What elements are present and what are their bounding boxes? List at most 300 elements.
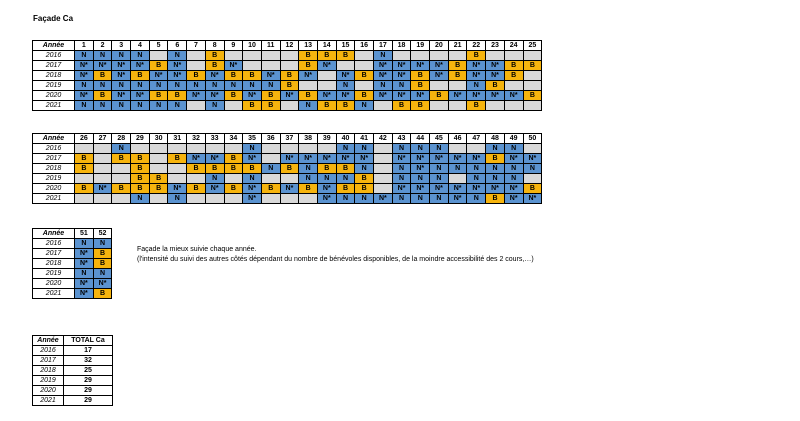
week-header: 22 — [467, 41, 486, 51]
totals-year: 2016 — [33, 346, 64, 356]
observation-cell: N* — [374, 71, 393, 81]
observation-cell: N* — [317, 61, 336, 71]
observation-cell: B — [486, 81, 505, 91]
observation-cell: N* — [467, 91, 486, 101]
observation-cell — [93, 164, 112, 174]
observation-cell: N* — [112, 61, 131, 71]
observation-cell: N* — [299, 154, 318, 164]
note-line-2: (l'intensité du suivi des autres côtés dépendant du nombre de bénévoles disponibles, de la moindre accessibilité des 2 cours,…) — [137, 256, 534, 263]
week-header: 47 — [467, 134, 486, 144]
observation-cell — [523, 51, 542, 61]
observation-cell — [523, 101, 542, 111]
observation-cell: B — [261, 91, 280, 101]
observation-cell — [374, 101, 393, 111]
observation-cell — [467, 144, 486, 154]
observation-cell — [224, 144, 243, 154]
observation-cell: N* — [224, 61, 243, 71]
week-header: 3 — [112, 41, 131, 51]
grid-header-row — [33, 41, 542, 51]
year-row — [33, 174, 542, 184]
observation-cell: N* — [411, 184, 430, 194]
observation-cell — [149, 144, 168, 154]
observation-cell: N* — [75, 249, 94, 259]
observation-cell: N* — [75, 289, 94, 299]
year-row — [33, 51, 542, 61]
observation-cell — [299, 144, 318, 154]
observation-cell: N — [75, 51, 94, 61]
observation-cell: N* — [430, 61, 449, 71]
observation-cell: N* — [243, 91, 262, 101]
observation-cell: N* — [243, 184, 262, 194]
observation-cell — [93, 144, 112, 154]
observation-cell — [430, 51, 449, 61]
observation-cell: N* — [411, 164, 430, 174]
observation-cell — [523, 81, 542, 91]
observation-cell: N — [355, 164, 374, 174]
observation-cell: N — [430, 164, 449, 174]
week-header: 25 — [523, 41, 542, 51]
week-header: 9 — [224, 41, 243, 51]
observation-cell: N* — [448, 91, 467, 101]
observation-cell: N* — [467, 61, 486, 71]
observation-cell: N* — [336, 154, 355, 164]
week-header: 43 — [392, 134, 411, 144]
observation-cell: N* — [317, 194, 336, 204]
year-row — [33, 269, 112, 279]
observation-cell — [486, 101, 505, 111]
observation-cell: N — [486, 164, 505, 174]
observation-cell — [448, 101, 467, 111]
week-header: 50 — [523, 134, 542, 144]
observation-cell: B — [280, 81, 299, 91]
week-header: 31 — [168, 134, 187, 144]
observation-cell: N* — [392, 91, 411, 101]
year-label: 2018 — [33, 259, 75, 269]
observation-cell — [261, 144, 280, 154]
year-label: 2019 — [33, 269, 75, 279]
observation-cell: N — [336, 174, 355, 184]
observation-cell: B — [75, 184, 94, 194]
observation-cell: N* — [336, 91, 355, 101]
observation-cell: N — [355, 194, 374, 204]
observation-cell — [336, 61, 355, 71]
observation-cell: N — [75, 101, 94, 111]
observation-cell: N — [149, 101, 168, 111]
observation-grid-weeks-26-50 — [32, 133, 542, 204]
observation-cell — [504, 81, 523, 91]
observation-cell: B — [336, 184, 355, 194]
observation-cell: B — [75, 164, 94, 174]
week-header: 30 — [149, 134, 168, 144]
year-row — [33, 81, 542, 91]
observation-cell — [504, 51, 523, 61]
observation-cell — [504, 101, 523, 111]
observation-cell: N — [261, 81, 280, 91]
observation-cell — [243, 51, 262, 61]
observation-cell: N — [243, 81, 262, 91]
observation-cell: N* — [112, 91, 131, 101]
observation-cell — [112, 174, 131, 184]
observation-cell: N* — [467, 184, 486, 194]
grid-header-row — [33, 229, 112, 239]
observation-cell: N* — [411, 61, 430, 71]
observation-cell: N — [93, 239, 112, 249]
observation-cell: B — [149, 184, 168, 194]
totals-row — [33, 346, 113, 356]
observation-cell: N* — [504, 194, 523, 204]
observation-cell: B — [131, 71, 150, 81]
week-header: 1 — [75, 41, 94, 51]
observation-cell: B — [317, 51, 336, 61]
observation-cell — [168, 144, 187, 154]
week-header: 28 — [112, 134, 131, 144]
observation-cell: N* — [486, 184, 505, 194]
observation-cell — [430, 101, 449, 111]
note — [137, 245, 534, 265]
observation-cell: B — [411, 81, 430, 91]
year-row — [33, 279, 112, 289]
observation-cell: N* — [75, 279, 94, 289]
observation-cell: B — [168, 91, 187, 101]
observation-cell — [168, 164, 187, 174]
observation-cell — [411, 51, 430, 61]
observation-cell: N — [187, 81, 206, 91]
observation-cell: N — [243, 144, 262, 154]
observation-cell — [261, 174, 280, 184]
observation-cell — [317, 144, 336, 154]
observation-cell: N — [93, 81, 112, 91]
totals-row — [33, 376, 113, 386]
observation-cell: N — [392, 194, 411, 204]
observation-cell: B — [243, 164, 262, 174]
year-row — [33, 249, 112, 259]
observation-cell: B — [168, 154, 187, 164]
observation-cell: B — [411, 101, 430, 111]
observation-cell: B — [486, 194, 505, 204]
observation-cell — [187, 61, 206, 71]
year-row — [33, 259, 112, 269]
observation-cell: N* — [317, 154, 336, 164]
observation-cell — [355, 61, 374, 71]
totals-value: 32 — [64, 356, 113, 366]
observation-cell — [93, 174, 112, 184]
observation-cell: N — [336, 81, 355, 91]
observation-cell — [448, 51, 467, 61]
totals-year: 2019 — [33, 376, 64, 386]
year-row — [33, 61, 542, 71]
observation-cell: N — [131, 51, 150, 61]
observation-cell: B — [430, 91, 449, 101]
observation-cell: N* — [75, 91, 94, 101]
observation-cell: N* — [149, 71, 168, 81]
year-label: 2017 — [33, 61, 75, 71]
observation-cell: B — [299, 51, 318, 61]
observation-cell — [523, 174, 542, 184]
year-label: 2016 — [33, 51, 75, 61]
observation-cell: B — [112, 184, 131, 194]
observation-cell — [187, 101, 206, 111]
observation-cell: N — [112, 101, 131, 111]
observation-cell: N* — [317, 184, 336, 194]
observation-cell — [523, 71, 542, 81]
week-header: 48 — [486, 134, 505, 144]
observation-cell: N* — [448, 184, 467, 194]
note-line-1: Façade la mieux suivie chaque année. — [137, 246, 257, 253]
observation-cell: N — [75, 81, 94, 91]
observation-cell: N — [392, 144, 411, 154]
week-header: 29 — [131, 134, 150, 144]
week-header: 21 — [448, 41, 467, 51]
observation-cell: B — [523, 61, 542, 71]
observation-cell — [112, 194, 131, 204]
observation-cell: N* — [243, 154, 262, 164]
observation-cell: N — [355, 101, 374, 111]
observation-cell: N — [374, 81, 393, 91]
observation-cell — [448, 81, 467, 91]
observation-cell — [187, 174, 206, 184]
observation-cell: B — [187, 184, 206, 194]
observation-cell: B — [299, 91, 318, 101]
observation-cell: N* — [523, 194, 542, 204]
week-header: 5 — [149, 41, 168, 51]
week-header: 7 — [187, 41, 206, 51]
observation-cell: N — [131, 101, 150, 111]
week-header: 40 — [336, 134, 355, 144]
observation-cell — [448, 174, 467, 184]
observation-cell: N — [168, 51, 187, 61]
observation-cell: N — [355, 144, 374, 154]
observation-cell: B — [131, 184, 150, 194]
totals-value: 29 — [64, 396, 113, 406]
week-header: 49 — [504, 134, 523, 144]
observation-cell: N — [430, 194, 449, 204]
observation-cell — [374, 174, 393, 184]
year-label: 2017 — [33, 249, 75, 259]
year-label: 2021 — [33, 101, 75, 111]
observation-cell: N — [75, 269, 94, 279]
observation-cell: N* — [205, 71, 224, 81]
observation-cell — [93, 154, 112, 164]
observation-cell: N* — [205, 154, 224, 164]
observation-cell: N* — [205, 91, 224, 101]
week-header: 26 — [75, 134, 94, 144]
observation-cell — [261, 61, 280, 71]
year-row — [33, 239, 112, 249]
observation-cell: B — [523, 184, 542, 194]
observation-grid-weeks-1-25 — [32, 40, 542, 111]
observation-cell — [280, 194, 299, 204]
year-label: 2016 — [33, 144, 75, 154]
year-label: 2017 — [33, 154, 75, 164]
observation-cell: N* — [355, 154, 374, 164]
week-header: 24 — [504, 41, 523, 51]
observation-cell — [355, 81, 374, 91]
observation-cell: N* — [336, 71, 355, 81]
observation-cell: N* — [261, 71, 280, 81]
week-header: 18 — [392, 41, 411, 51]
year-label: 2020 — [33, 91, 75, 101]
observation-cell: N* — [486, 71, 505, 81]
observation-cell: N — [205, 101, 224, 111]
grid-header-row — [33, 134, 542, 144]
observation-cell: N — [112, 144, 131, 154]
observation-cell: B — [75, 154, 94, 164]
observation-cell: N — [411, 144, 430, 154]
observation-cell: N* — [187, 154, 206, 164]
observation-cell: B — [131, 174, 150, 184]
week-header: 17 — [374, 41, 393, 51]
observation-cell: N* — [299, 71, 318, 81]
observation-cell — [243, 61, 262, 71]
observation-cell: N — [93, 51, 112, 61]
observation-cell: N* — [93, 279, 112, 289]
year-row — [33, 154, 542, 164]
observation-cell: N* — [486, 61, 505, 71]
observation-cell: N* — [504, 91, 523, 101]
observation-cell: N — [467, 164, 486, 174]
observation-cell: B — [523, 91, 542, 101]
totals-value: 17 — [64, 346, 113, 356]
observation-cell: N — [243, 174, 262, 184]
observation-cell: N* — [448, 194, 467, 204]
observation-cell: N* — [187, 91, 206, 101]
year-label: 2021 — [33, 289, 75, 299]
observation-cell: N — [205, 174, 224, 184]
observation-cell: B — [224, 71, 243, 81]
observation-cell: N — [317, 174, 336, 184]
observation-cell — [317, 81, 336, 91]
observation-cell: N* — [280, 91, 299, 101]
observation-cell — [112, 164, 131, 174]
observation-cell — [355, 51, 374, 61]
week-header: 27 — [93, 134, 112, 144]
observation-cell — [374, 184, 393, 194]
observation-cell: N — [523, 164, 542, 174]
observation-cell: B — [504, 71, 523, 81]
observation-cell: N* — [168, 71, 187, 81]
year-row — [33, 91, 542, 101]
observation-cell: B — [448, 61, 467, 71]
totals-header-row — [33, 336, 113, 346]
observation-cell — [280, 61, 299, 71]
observation-cell: B — [317, 101, 336, 111]
observation-cell: N — [486, 174, 505, 184]
observation-cell: N — [467, 194, 486, 204]
observation-cell: N* — [523, 154, 542, 164]
observation-cell: N — [93, 101, 112, 111]
observation-cell — [205, 194, 224, 204]
observation-cell: N — [467, 174, 486, 184]
week-header: 16 — [355, 41, 374, 51]
observation-cell: B — [261, 184, 280, 194]
observation-cell — [280, 174, 299, 184]
week-header: 45 — [430, 134, 449, 144]
week-header: 42 — [374, 134, 393, 144]
observation-cell — [448, 144, 467, 154]
observation-cell: N* — [374, 61, 393, 71]
observation-cell: N — [504, 144, 523, 154]
week-header: 13 — [299, 41, 318, 51]
observation-cell — [374, 154, 393, 164]
observation-cell: N* — [168, 61, 187, 71]
observation-cell: N* — [467, 71, 486, 81]
observation-cell — [75, 174, 94, 184]
observation-cell — [299, 81, 318, 91]
year-label: 2018 — [33, 164, 75, 174]
observation-cell: B — [93, 259, 112, 269]
year-column-header: Année — [33, 41, 75, 51]
observation-cell: N — [411, 174, 430, 184]
observation-cell: B — [224, 91, 243, 101]
observation-grid-weeks-51-52 — [32, 228, 112, 299]
observation-cell — [486, 51, 505, 61]
observation-cell — [168, 174, 187, 184]
totals-value: 25 — [64, 366, 113, 376]
observation-cell — [149, 154, 168, 164]
observation-cell: B — [131, 154, 150, 164]
observation-cell: B — [355, 174, 374, 184]
observation-cell: N — [392, 174, 411, 184]
observation-cell: N — [392, 164, 411, 174]
totals-year: 2021 — [33, 396, 64, 406]
observation-cell — [224, 174, 243, 184]
observation-cell: N* — [93, 184, 112, 194]
week-header: 34 — [224, 134, 243, 144]
observation-cell: N* — [392, 154, 411, 164]
week-header: 37 — [280, 134, 299, 144]
observation-cell: B — [504, 61, 523, 71]
year-row — [33, 194, 542, 204]
observation-cell: N* — [392, 184, 411, 194]
observation-cell — [75, 144, 94, 154]
observation-cell: N* — [374, 91, 393, 101]
year-label: 2021 — [33, 194, 75, 204]
observation-cell: N — [131, 194, 150, 204]
week-header: 51 — [75, 229, 94, 239]
week-header: 39 — [317, 134, 336, 144]
observation-cell: N — [131, 81, 150, 91]
observation-cell: N* — [504, 154, 523, 164]
observation-cell: B — [243, 101, 262, 111]
year-label: 2020 — [33, 279, 75, 289]
observation-cell: B — [243, 71, 262, 81]
observation-cell: N* — [411, 91, 430, 101]
totals-row — [33, 396, 113, 406]
week-header: 41 — [355, 134, 374, 144]
observation-cell: N — [168, 194, 187, 204]
week-header: 2 — [93, 41, 112, 51]
observation-cell — [261, 51, 280, 61]
observation-cell: N* — [112, 71, 131, 81]
observation-cell: N* — [392, 71, 411, 81]
year-row — [33, 144, 542, 154]
observation-cell: N* — [448, 154, 467, 164]
observation-cell: N — [149, 81, 168, 91]
totals-value: 29 — [64, 376, 113, 386]
observation-cell: B — [355, 71, 374, 81]
observation-cell: N* — [317, 91, 336, 101]
year-row — [33, 184, 542, 194]
observation-cell: B — [467, 51, 486, 61]
observation-cell: B — [93, 91, 112, 101]
observation-cell: B — [149, 61, 168, 71]
totals-year: 2020 — [33, 386, 64, 396]
observation-cell: B — [355, 91, 374, 101]
week-header: 33 — [205, 134, 224, 144]
observation-cell: N — [299, 101, 318, 111]
observation-cell: N — [93, 269, 112, 279]
week-header: 20 — [430, 41, 449, 51]
